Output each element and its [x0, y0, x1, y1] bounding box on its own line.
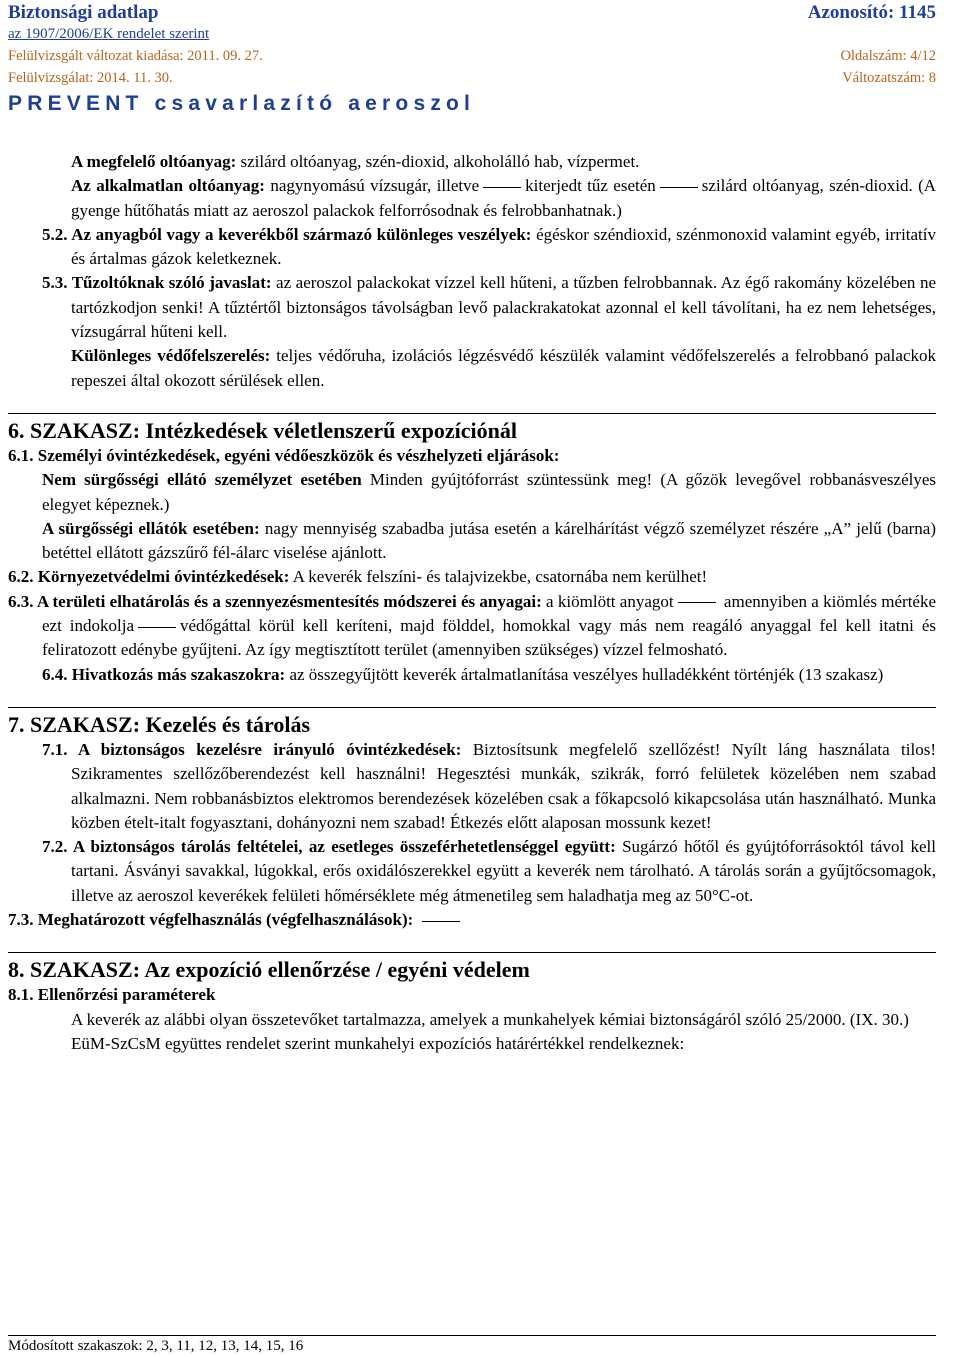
- dash: [483, 187, 521, 188]
- section-8-heading: 8. SZAKASZ: Az expozíció ellenőrzése / egyéni védelem: [8, 952, 936, 983]
- section-6-4: 6.4. Hivatkozás más szakaszokra: az összegyűjtött keverék ártalmatlanítása veszélyes hulladékként történjék (13 szakasz): [42, 664, 884, 684]
- revision-issue: Felülvizsgált változat kiadása: 2011. 09. 27.: [8, 48, 263, 64]
- document-id: Azonosító: 1145: [807, 2, 936, 23]
- non-emergency-personnel: Nem sürgősségi ellátó személyzet esetében Minden gyújtóforrást szüntessünk meg! (A gőzök levegővel robbanásveszélyes elegyet képeznek.): [42, 470, 936, 514]
- section-8-1-text: A keverék az alábbi olyan összetevőket tartalmazza, amelyek a munkahelyek kémiai biztonságáról szóló 25/2000. (IX. 30.) EüM-SzCsM együttes rendelet szerint munkahelyi expozíciós határértékkel rendelkeznek:: [71, 1009, 909, 1053]
- emergency-responders: A sürgősségi ellátók esetében: nagy mennyiség szabadba jutása esetén a kárelhárítást végző személyzet részére „A” jelű (barna) betéttel ellátott gázszűrő fél-álarc viselése ajánlott.: [42, 518, 936, 563]
- change-number: Változatszám: 8: [842, 70, 936, 86]
- dash: [678, 602, 716, 603]
- section-5-2: 5.2. Az anyagból vagy a keverékből származó különleges veszélyek: égéskor széndioxid, szénmonoxid valamint egyéb, irritatív és ártalmas gázok keletkeznek.: [42, 224, 937, 269]
- dash: [138, 627, 176, 628]
- revision-date: Felülvizsgálat: 2014. 11. 30.: [8, 70, 173, 86]
- section-6-1: 6.1. Személyi óvintézkedések, egyéni védőeszközök és vészhelyzeti eljárások:: [8, 445, 560, 465]
- section-7-heading: 7. SZAKASZ: Kezelés és tárolás: [8, 707, 936, 738]
- regulation-link[interactable]: az 1907/2006/EK rendelet szerint: [8, 26, 210, 42]
- unsuitable-extinguisher: Az alkalmatlan oltóanyag: nagynyomású vízsugár, illetve kiterjedt tűz esetén szilárd oltóanyag, szén-dioxid. (A gyenge hűtőhatás miatt az aeroszol palackok felforrósodnak és felrobbanhatnak.): [71, 176, 937, 220]
- footer: Módosított szakaszok: 2, 3, 11, 12, 13, 14, 15, 16: [8, 1335, 936, 1355]
- section-7-2: 7.2. A biztonságos tárolás feltételei, az esetleges összeférhetetlenséggel együtt: Sugárzó hőtől és gyújtóforrásoktól távol kell tartani. Ásványi savakkal, lúgokkal, erős oxidálószerekkel együtt a keverék nem tárolható. A tárolás során a gyűjtőcsomagok, illetve az aeroszol keverékek felületi hőmérséklete még átmenetileg sem haladhatja meg az 50°C-ot.: [42, 837, 937, 905]
- document-header: [8, 2, 936, 92]
- section-6-2: 6.2. Környezetvédelmi óvintézkedések: A keverék felszíni- és talajvizekbe, csatornába nem kerülhet!: [8, 567, 708, 587]
- section-7-1: 7.1. A biztonságos kezelésre irányuló óvintézkedések: Biztosítsunk megfelelő szellőzést! Nyílt láng használata tilos! Szikramentes szellőzőberendezést kell használni! Hegesztési munkák, szikrák, forró felületek közelében nem szabad alkalmazni. Nem robbanásbiztos elektromos berendezések közelében csak a főkapcsoló kikapcsolása után használható. Munka közben ételt-italt fogyasztani, dohányozni nem szabad! Étkezés előtt alaposan mossunk kezet!: [42, 739, 936, 832]
- special-protective-equipment: Különleges védőfelszerelés: teljes védőruha, izolációs légzésvédő készülék valamint védőfelszerelés a felrobbanó palackok repeszei által okozott sérülések ellen.: [71, 346, 936, 390]
- dash: [660, 187, 698, 188]
- page-number: Oldalszám: 4/12: [840, 48, 936, 64]
- section-7-3: 7.3. Meghatározott végfelhasználás (végfelhasználások):: [8, 908, 936, 932]
- section-5-3: 5.3. Tűzoltóknak szóló javaslat: az aeroszol palackokat vízzel kell hűteni, a tűzben felrobbannak. Az égő rakomány közelében ne tartózkodjon senki! A tűztértől biztonságos távolságban levő palackrakatokat azonnal el kell távolítani, ha ez nem lehetséges, vízsugárral hűteni kell.: [42, 273, 936, 342]
- dash: [422, 921, 460, 922]
- document-title: Biztonsági adatlap: [8, 2, 159, 23]
- section-8-1: 8.1. Ellenőrzési paraméterek: [8, 985, 216, 1005]
- document-body: [8, 150, 936, 1056]
- product-name: PREVENT csavarlazító aeroszol: [8, 92, 476, 115]
- suitable-extinguisher: A megfelelő oltóanyag: szilárd oltóanyag, szén-dioxid, alkoholálló hab, vízpermet.: [71, 152, 640, 171]
- section-6-heading: 6. SZAKASZ: Intézkedések véletlenszerű expozíciónál: [8, 413, 936, 444]
- section-6-3: 6.3. A területi elhatárolás és a szennyezésmentesítés módszerei és anyagai: a kiömlött anyagot amennyiben a kiömlés mértéke ezt indokolja védőgáttal körül kell keríteni, majd földdel, homokkal vagy más nem reagáló anyaggal fel kell itatni és feliratozott edénybe gyűjteni. Az így megtisztított terület (amennyiben szükséges) vízzel felmosható.: [8, 591, 937, 660]
